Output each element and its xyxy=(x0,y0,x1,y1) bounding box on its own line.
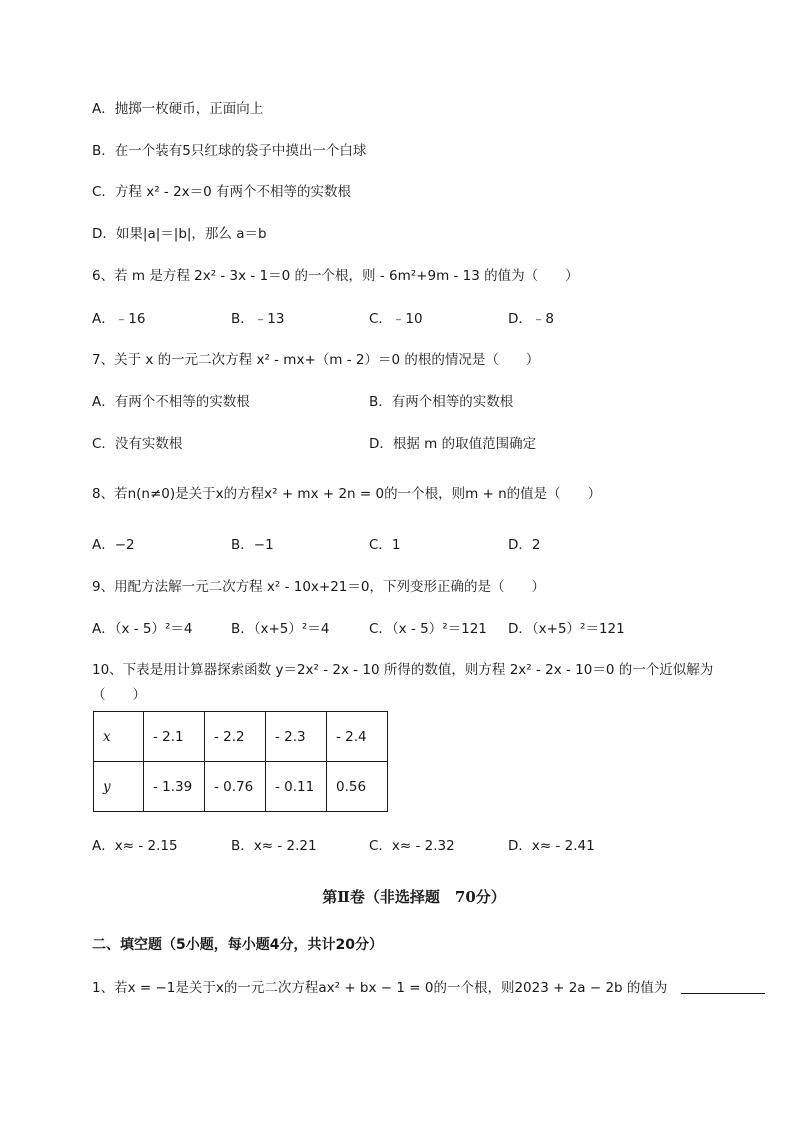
q8-option-d: D．2 xyxy=(508,537,541,553)
q10-option-a: A．x≈ - 2.15 xyxy=(92,838,178,854)
q5-option-a: A．抛掷一枚硬币，正面向上 xyxy=(92,101,264,117)
q10-option-c: C．x≈ - 2.32 xyxy=(369,838,455,854)
q10-stem-line2: （ ） xyxy=(92,687,146,703)
fill-q1 xyxy=(92,978,765,998)
table-header-y: y xyxy=(94,762,144,812)
q8-option-a: A．−2 xyxy=(92,537,135,553)
q10-option-d: D．x≈ - 2.41 xyxy=(508,838,595,854)
table-row-x xyxy=(94,712,388,762)
q6-option-a: A．﹣16 xyxy=(92,311,146,327)
part2-title: 第Ⅱ卷（非选择题 70分） xyxy=(322,888,506,906)
fill-q1-stem: 1、若x = −1是关于x的一元二次方程ax² + bx − 1 = 0的一个根，则2023 + 2a − 2b 的值为 xyxy=(92,980,668,996)
q9-stem: 9、用配方法解一元二次方程 x² - 10x+21＝0，下列变形正确的是（ ） xyxy=(92,579,545,595)
q10-option-b: B．x≈ - 2.21 xyxy=(231,838,317,854)
table-cell: - 2.1 xyxy=(144,712,205,762)
q9-option-c: C．（x - 5）²＝121 xyxy=(369,621,487,637)
q9-option-a: A．（x - 5）²＝4 xyxy=(92,621,193,637)
answer-blank xyxy=(681,979,765,994)
q6-option-d: D．﹣8 xyxy=(508,311,554,327)
q6-option-b: B．﹣13 xyxy=(231,311,285,327)
q7-option-d: D．根据 m 的取值范围确定 xyxy=(369,436,537,452)
q9-option-d: D．（x+5）²＝121 xyxy=(508,621,625,637)
q7-option-a: A．有两个不相等的实数根 xyxy=(92,394,250,410)
q9-option-b: B．（x+5）²＝4 xyxy=(231,621,330,637)
table-header-x: x xyxy=(94,712,144,762)
q5-option-c: C．方程 x² - 2x＝0 有两个不相等的实数根 xyxy=(92,184,352,200)
q5-option-d: D．如果|a|＝|b|，那么 a＝b xyxy=(92,226,267,242)
q10-value-table xyxy=(93,711,388,812)
table-cell: - 2.4 xyxy=(327,712,388,762)
q10-stem-line1: 10、下表是用计算器探索函数 y＝2x² - 2x - 10 所得的数值，则方程 2x² - 2x - 10＝0 的一个近似解为 xyxy=(92,662,714,678)
q7-stem: 7、关于 x 的一元二次方程 x² - mx+（m - 2）＝0 的根的情况是（ ） xyxy=(92,352,540,368)
q8-option-c: C．1 xyxy=(369,537,401,553)
section-fill-blank-heading: 二、填空题（5小题，每小题4分，共计20分） xyxy=(92,937,383,953)
table-row-y xyxy=(94,762,388,812)
table-cell: - 2.3 xyxy=(266,712,327,762)
q6-stem: 6、若 m 是方程 2x² - 3x - 1＝0 的一个根，则 - 6m²+9m - 13 的值为（ ） xyxy=(92,268,579,284)
table-cell: - 1.39 xyxy=(144,762,205,812)
q8-stem: 8、若n(n≠0)是关于x的方程x² + mx + 2n = 0的一个根，则m + n的值是（ ） xyxy=(92,486,602,502)
table-cell: - 2.2 xyxy=(205,712,266,762)
q7-option-b: B．有两个相等的实数根 xyxy=(369,394,514,410)
q5-option-b: B．在一个装有5只红球的袋子中摸出一个白球 xyxy=(92,143,367,159)
q6-option-c: C．﹣10 xyxy=(369,311,423,327)
q7-option-c: C．没有实数根 xyxy=(92,436,183,452)
table-cell: - 0.76 xyxy=(205,762,266,812)
table-cell: 0.56 xyxy=(327,762,388,812)
table-cell: - 0.11 xyxy=(266,762,327,812)
q8-option-b: B．−1 xyxy=(231,537,274,553)
